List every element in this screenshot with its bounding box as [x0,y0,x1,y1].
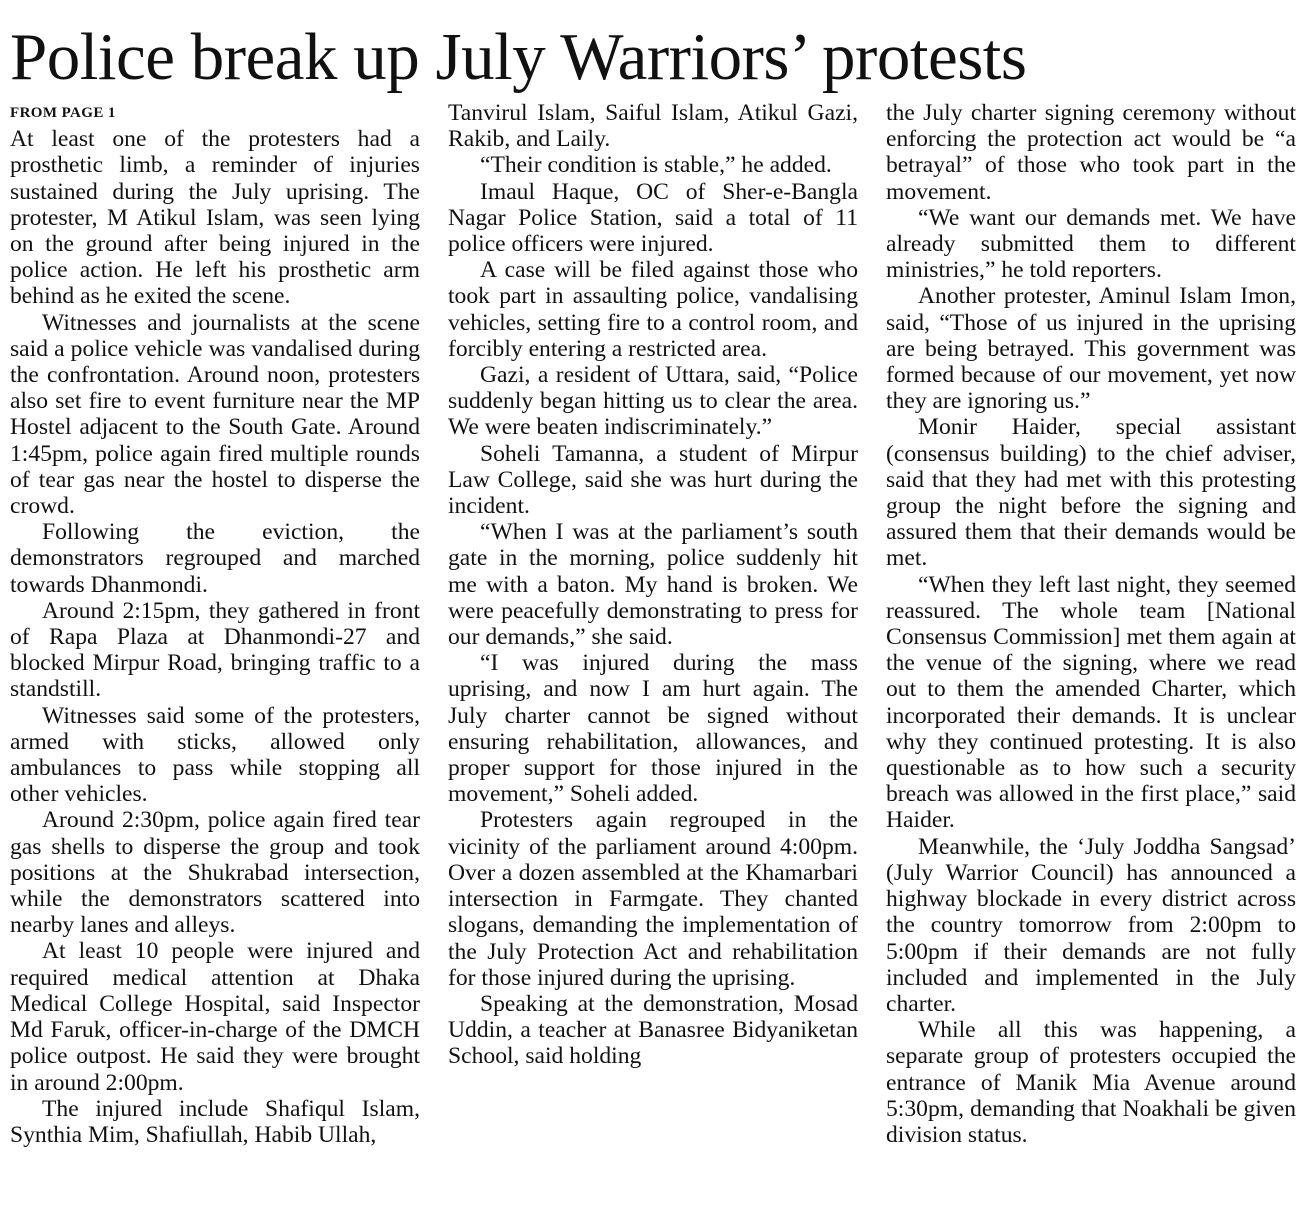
paragraph: Speaking at the demonstration, Mosad Uddin, a teacher at Banasree Bidyaniketan School, said holding [448,990,858,1070]
paragraph: While all this was happening, a separate group of protesters occupied the entrance of Manik Mia Avenue around 5:30pm, demanding that Noakhali be given division status. [886,1017,1296,1148]
article-column-1 [10,100,420,1148]
jump-line: FROM PAGE 1 [10,105,116,121]
paragraph: “When they left last night, they seemed reassured. The whole team [National Consensus Commission] met them again at the venue of the signing, where we read out to them the amended Charter, which incorporated their demands. It is unclear why they continued protesting. It is also questionable as to how such a security breach was allowed in the first place,” said Haider. [886,571,1296,834]
paragraph: “When I was at the parliament’s south gate in the morning, police suddenly hit me with a baton. My hand is broken. We were peacefully demonstrating to press for our demands,” she said. [448,519,858,651]
paragraph: Around 2:30pm, police again fired tear gas shells to disperse the group and took positions at the Shukrabad intersection, while the demonstrators scattered into nearby lanes and alleys. [10,807,420,939]
paragraph: A case will be filed against those who took part in assaulting police, vandalising vehicles, setting fire to a control room, and forcibly entering a restricted area. [448,257,858,362]
paragraph: Monir Haider, special assistant (consensus building) to the chief adviser, said that they had met with this protesting group the night before the signing and assured them that their demands would be met. [886,414,1296,572]
paragraph: Witnesses said some of the protesters, armed with sticks, allowed only ambulances to pass while stopping all other vehicles. [10,702,420,808]
paragraph: Following the eviction, the demonstrators regrouped and marched towards Dhanmondi. [10,519,420,598]
paragraph: Around 2:15pm, they gathered in front of Rapa Plaza at Dhanmondi-27 and blocked Mirpur Road, bringing traffic to a standstill. [10,597,420,703]
paragraph: Soheli Tamanna, a student of Mirpur Law College, said she was hurt during the incident. [448,440,858,520]
article-column-2 [448,100,858,1070]
paragraph: the July charter signing ceremony without enforcing the protection act would be “a betrayal” of those who took part in the movement. [886,100,1296,205]
paragraph: “I was injured during the mass uprising, and now I am hurt again. The July charter cannot be signed without ensuring rehabilitation, allowances, and proper support for those injured in the movement,” Soheli added. [448,650,858,808]
paragraph: At least 10 people were injured and required medical attention at Dhaka Medical College Hospital, said Inspector Md Faruk, officer-in-charge of the DMCH police outpost. He said they were brought in around 2:00pm. [10,938,420,1096]
paragraph: Gazi, a resident of Uttara, said, “Police suddenly began hitting us to clear the area. We were beaten indiscriminately.” [448,362,858,441]
headline: Police break up July Warriors’ protests [10,20,1027,94]
paragraph: “Their condition is stable,” he added. [480,152,832,179]
article-column-3 [886,100,1296,1148]
paragraph: Another protester, Aminul Islam Imon, said, “Those of us injured in the uprising are being betrayed. This government was formed because of our movement, yet now they are ignoring us.” [886,283,1296,415]
paragraph: At least one of the protesters had a prosthetic limb, a reminder of injuries sustained during the July uprising. The protester, M Atikul Islam, was seen lying on the ground after being injured in the police action. He left his prosthetic arm behind as he exited the scene. [10,126,420,310]
paragraph: Witnesses and journalists at the scene said a police vehicle was vandalised during the confrontation. Around noon, protesters also set fire to event furniture near the MP Hostel adjacent to the South Gate. Around 1:45pm, police again fired multiple rounds of tear gas near the hostel to disperse the crowd. [10,309,420,520]
paragraph: “We want our demands met. We have already submitted them to different ministries,” he told reporters. [886,204,1296,284]
paragraph: Meanwhile, the ‘July Joddha Sangsad’ (July Warrior Council) has announced a highway blockade in every district across the country tomorrow from 2:00pm to 5:00pm if their demands are not fully included and implemented in the July charter. [886,833,1296,1017]
paragraph: Protesters again regrouped in the vicinity of the parliament around 4:00pm. Over a dozen assembled at the Khamarbari intersection in Farmgate. They chanted slogans, demanding the implementation of the July Protection Act and rehabilitation for those injured during the uprising. [448,807,858,991]
paragraph: The injured include Shafiqul Islam, Synthia Mim, Shafiullah, Habib Ullah, [10,1095,420,1148]
paragraph: Tanvirul Islam, Saiful Islam, Atikul Gazi, Rakib, and Laily. [448,100,858,153]
paragraph: Imaul Haque, OC of Sher-e-Bangla Nagar Police Station, said a total of 11 police officers were injured. [448,178,858,258]
